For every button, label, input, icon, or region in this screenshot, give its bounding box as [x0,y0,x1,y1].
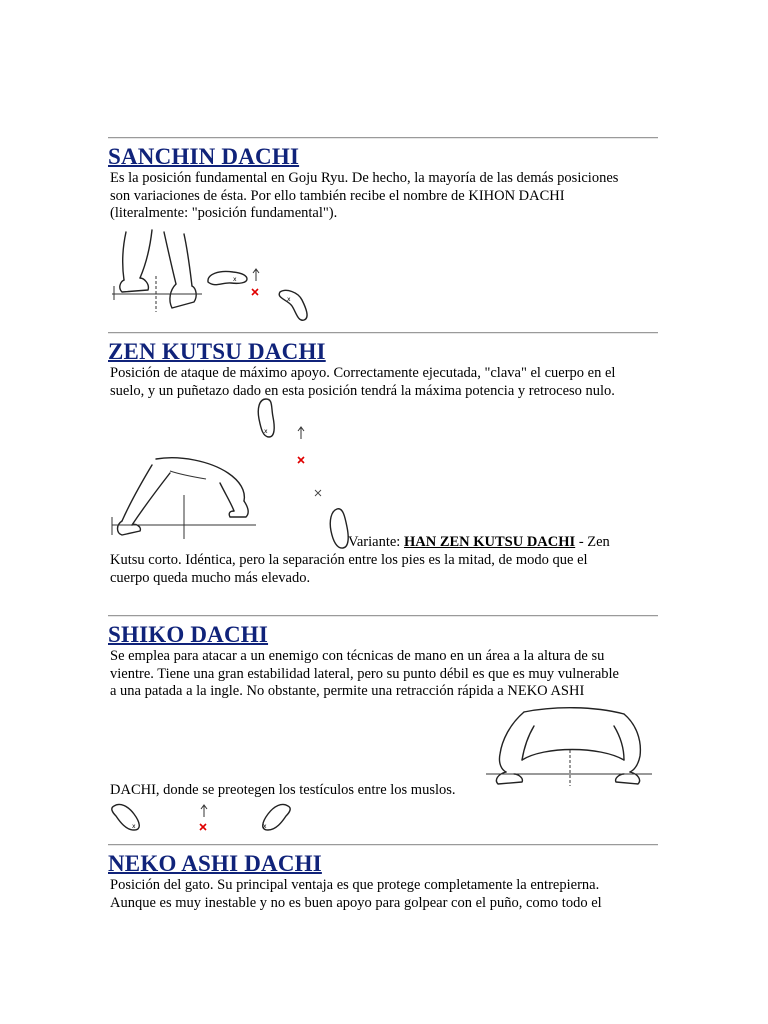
svg-text:x: x [264,428,268,435]
arrow-up-icon [251,268,261,282]
foot-print-icon [255,397,277,441]
section-divider [108,615,658,617]
paragraph-han-zen-kutsu: Kutsu corto. Idéntica, pero la separación entre los pies es la mitad, de modo que el cuerpo queda mucho más elevado. [110,552,588,586]
arrow-up-icon [199,804,209,818]
heading-neko-ashi-dachi: NEKO ASHI DACHI [108,851,322,876]
foot-print-icon [276,286,312,322]
zen-kutsu-dachi-legs-illustration [110,455,258,543]
center-x-marker [296,455,306,465]
foot-print-icon [258,802,292,832]
section-divider [108,332,658,334]
variant-line-zen-kutsu: Variante: HAN ZEN KUTSU DACHI - Zen [348,534,610,550]
svg-text:x: x [287,296,291,303]
shiko-dachi-legs-illustration [484,706,654,792]
paragraph-zen-kutsu-dachi: Posición de ataque de máximo apoyo. Correctamente ejecutada, "clava" el cuerpo en el suelo, y un puñetazo dado en esta posición tendrá la máxima potencia y retroceso nulo. [110,365,616,399]
paragraph-shiko-dachi: Se emplea para atacar a un enemigo con técnicas de mano en un área a la altura de su vientre. Tiene una gran estabilidad lateral, pero su punto débil es que es muy vulnerable a una patada a la ingle. No obstante, permite una retracción rápida a NEKO ASHI [110,648,619,699]
paragraph-sanchin-dachi: Es la posición fundamental en Goju Ryu. De hecho, la mayoría de las demás posiciones son variaciones de ésta. Por ello también recibe el nombre de KIHON DACHI (literalmente: "posición fundamental"). [110,170,619,221]
paragraph-shiko-dachi-continuation: DACHI, donde se preotegen los testículos entre los muslos. [110,782,456,798]
center-x-marker [250,287,260,297]
heading-zen-kutsu-dachi: ZEN KUTSU DACHI [108,339,326,364]
svg-text:x: x [263,823,267,830]
svg-text:x: x [132,823,136,830]
paragraph-neko-ashi-dachi: Posición del gato. Su principal ventaja es que protege completamente la entrepierna. Aunque es muy inestable y no es buen apoyo para golpear con el puño, como todo el [110,877,602,911]
section-divider [108,844,658,846]
section-divider [108,137,658,139]
variant-name: HAN ZEN KUTSU DACHI [403,534,576,550]
heading-sanchin-dachi: SANCHIN DACHI [108,144,300,169]
foot-print-icon [110,802,144,832]
x-marker [314,489,322,497]
svg-text:x: x [233,276,237,283]
foot-print-icon [205,268,250,290]
center-x-marker [198,822,208,832]
sanchin-dachi-legs-illustration [110,228,205,318]
arrow-up-icon [296,426,306,440]
heading-shiko-dachi: SHIKO DACHI [108,622,269,647]
